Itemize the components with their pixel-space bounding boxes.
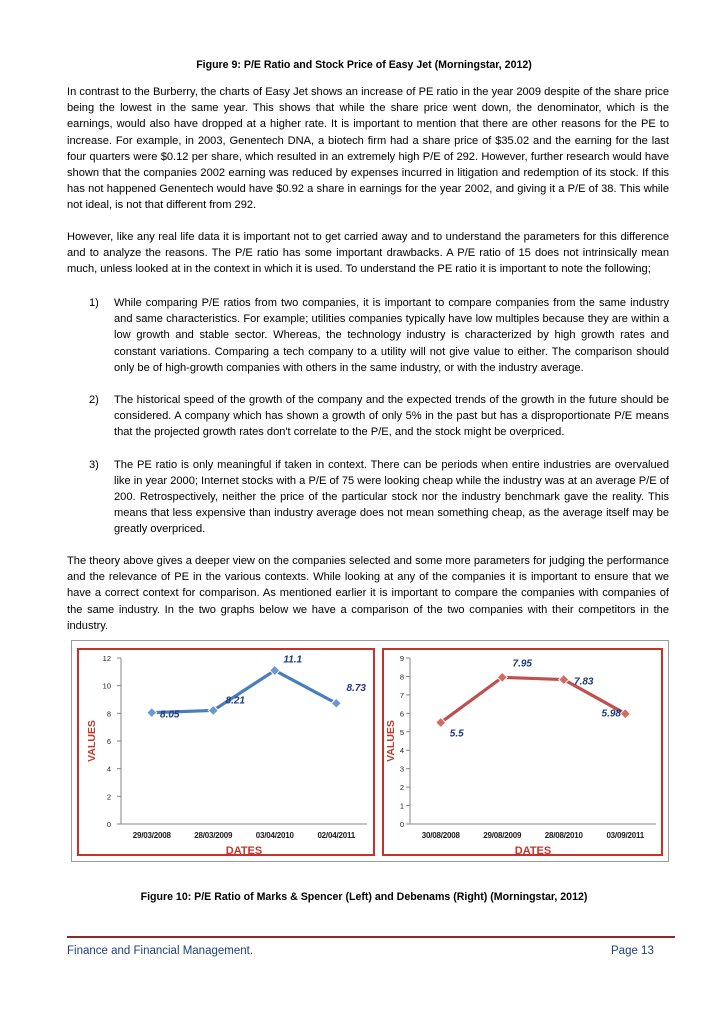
x-tick-label: 29/08/2009 xyxy=(483,831,522,840)
y-tick-label: 6 xyxy=(399,709,404,719)
data-label: 7.95 xyxy=(512,658,532,670)
list-item-number: 3) xyxy=(89,458,99,471)
figure-10-caption: Figure 10: P/E Ratio of Marks & Spencer (Left) and Debenams (Right) (Morningstar, 2012) xyxy=(140,891,588,903)
y-tick-label: 3 xyxy=(399,764,404,774)
y-axis-title: VALUES xyxy=(86,720,98,762)
chart-marks-spencer xyxy=(77,648,375,856)
data-label: 5.5 xyxy=(449,728,464,740)
x-tick-label: 03/04/2010 xyxy=(255,831,294,840)
list-item-text: The PE ratio is only meaningful if taken in context. There can be periods when entire industries are overvalued like in year 2000; Internet stocks with a P/E of 75 were looking cheap while the industry was at an average P/E of 200. Retrospectively, neither the price of the particular stock nor the industry benchmark gave the reality. This means that less expensive than industry average does not mean something cheap, as the average itself may be greatly overpriced. xyxy=(114,458,669,536)
x-tick-label: 02/04/2011 xyxy=(317,831,356,840)
y-axis-title: VALUES xyxy=(385,720,397,762)
series-line xyxy=(441,677,626,722)
x-axis-title: DATES xyxy=(225,845,263,854)
paragraph-closing: The theory above gives a deeper view on the companies selected and some more parameters for judging the performance and the relevance of PE in the various contexts. While looking at any of the companies it is important to ensure that we have a correct context for comparison. As mentioned earlier it is important to compare the companies with companies of the same industry. In the two graphs below we have a comparison of the two companies with their competitors in the industry. xyxy=(67,555,669,632)
list-item-text: The historical speed of the growth of the company and the expected trends of the growth in the future should be considered. A company which has shown a growth of only 5% in the past but has a disproportionate P/E means that the projected growth rates don't correlate to the P/E, and the stock might be overpriced. xyxy=(114,394,669,439)
footer-rule xyxy=(67,936,675,938)
y-tick-label: 10 xyxy=(102,681,111,691)
data-label: 8.05 xyxy=(160,709,180,721)
y-tick-label: 9 xyxy=(399,654,404,663)
chart-debenams-svg xyxy=(384,650,661,854)
y-tick-label: 0 xyxy=(106,820,111,829)
data-label: 5.98 xyxy=(601,708,621,720)
page-number: Page 13 xyxy=(611,945,654,957)
data-label: 8.73 xyxy=(346,683,366,695)
x-tick-label: 29/03/2008 xyxy=(132,831,171,840)
y-tick-label: 12 xyxy=(102,654,111,663)
chart-debenams xyxy=(382,648,663,856)
chart-marks-spencer-svg xyxy=(79,650,373,854)
y-tick-label: 2 xyxy=(106,792,111,802)
list-item xyxy=(67,392,669,441)
y-tick-label: 8 xyxy=(399,672,404,682)
list-item-text: While comparing P/E ratios from two companies, it is important to compare companies from the same industry and same characteristics. For example; utilities companies typically have low multiples because they are within a low growth and stable sector. Whereas, the technology industry is characterized by high growth rates and constant variations. Comparing a tech company to a utility will not give value to either. The comparison should only be of high-growth companies with others in the same industry, or with the industry average. xyxy=(114,297,669,374)
data-point xyxy=(147,708,157,718)
paragraph-drawbacks: However, like any real life data it is important not to get carried away and to understand the parameters for this difference and to analyze the reasons. The P/E ratio has some important drawbacks. A P/E ratio of 15 does not intrinsically mean much, unless looked at in the context in which it is used. To understand the PE ratio it is important to note the following; xyxy=(67,231,669,276)
paragraph-easyjet: In contrast to the Burberry, the charts of Easy Jet shows an increase of PE ratio in the year 2009 despite of the share price being the lowest in the same year. This shows that while the share price went down, the denominator, which is the earnings, would also have dropped at a higher rate. It is important to mention that there are other reasons for the PE to increase. For example, in 2003, Genentech DNA, a biotech firm had a share price of $35.02 and the earning for the last four quarters were $0.12 per share, which resulted in an extremely high P/E of 292. However, further research would have shown that the companies 2002 earning was reduced by expenses incurred in litigation and redemption of its stock. If this has not happened Genentech would have $0.92 a share in earnings for the year 2002, and giving it a P/E of 38. This while not ideal, is not that different from 292. xyxy=(67,86,669,212)
y-tick-label: 5 xyxy=(399,727,404,737)
considerations-list xyxy=(67,295,669,538)
y-tick-label: 1 xyxy=(399,801,404,811)
x-tick-label: 28/03/2009 xyxy=(194,831,233,840)
x-tick-label: 28/08/2010 xyxy=(544,831,583,840)
list-item xyxy=(67,295,669,376)
data-label: 11.1 xyxy=(283,654,303,666)
y-tick-label: 7 xyxy=(399,690,404,700)
x-tick-label: 03/09/2011 xyxy=(606,831,645,840)
list-item xyxy=(67,457,669,538)
footer-title: Finance and Financial Management. xyxy=(67,945,254,957)
y-tick-label: 4 xyxy=(399,746,404,756)
y-tick-label: 4 xyxy=(106,764,111,774)
x-axis-title: DATES xyxy=(514,845,552,854)
list-item-number: 1) xyxy=(89,297,99,309)
data-label: 7.83 xyxy=(574,676,594,688)
y-tick-label: 2 xyxy=(399,783,404,793)
figure-9-title: Figure 9: P/E Ratio and Stock Price of Easy Jet (Morningstar, 2012) xyxy=(196,59,532,71)
list-item-number: 2) xyxy=(89,394,99,407)
y-tick-label: 8 xyxy=(106,709,111,719)
data-label: 8.21 xyxy=(225,695,245,707)
y-tick-label: 0 xyxy=(399,820,404,829)
y-tick-label: 6 xyxy=(106,737,111,746)
x-tick-label: 30/08/2008 xyxy=(421,831,460,840)
